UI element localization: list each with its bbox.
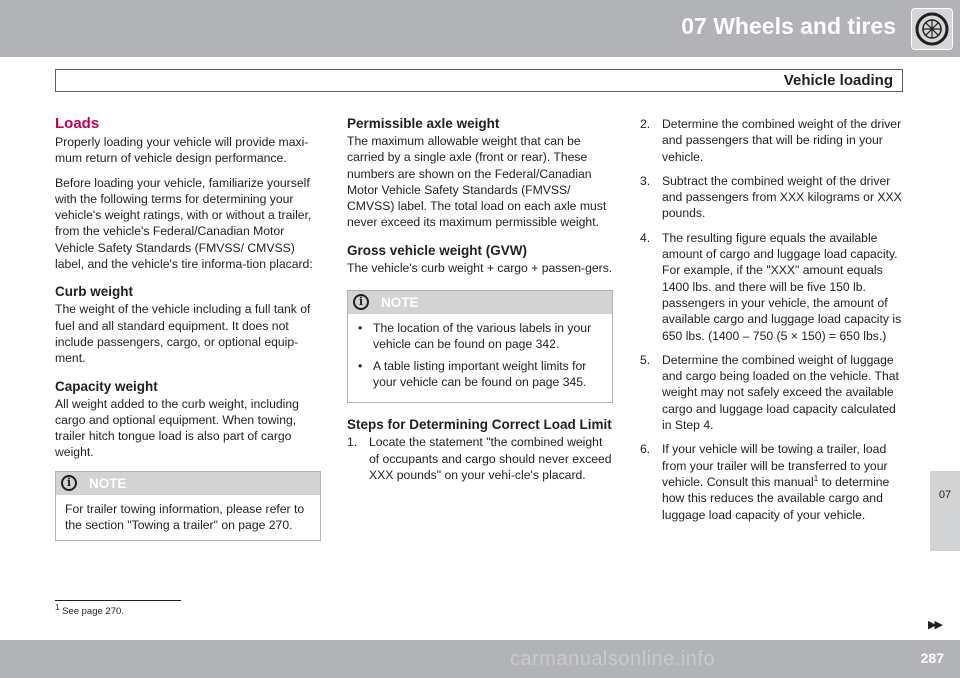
info-icon: i bbox=[353, 294, 369, 310]
section-bar bbox=[55, 69, 903, 92]
steps-list-continued bbox=[640, 116, 908, 523]
note-box-labels bbox=[347, 290, 613, 403]
gvw-text: The vehicle's curb weight + cargo + passen-gers. bbox=[347, 260, 613, 275]
list-item bbox=[640, 352, 908, 433]
loads-heading: Loads bbox=[55, 115, 100, 132]
note-header bbox=[348, 291, 612, 314]
note-header bbox=[56, 472, 320, 495]
step-number: 1. bbox=[347, 435, 358, 450]
note-body bbox=[348, 314, 612, 402]
note-box-towing bbox=[55, 471, 321, 542]
step-text: The resulting figure equals the available amount of cargo and luggage load capacity. For example, if the "XXX" amount equals 1400 lbs. and there will be five 150 lb. passengers in your vehicle, the amount of available cargo and luggage load capacity is 650 lbs. (1400 – 750 (5 × 150) = 650 lbs.) bbox=[662, 230, 902, 343]
watermark: carmanualsonline.info bbox=[510, 648, 716, 670]
note-bullet-list bbox=[357, 320, 603, 390]
curb-weight-text: The weight of the vehicle including a full tank of fuel and all standard equipment. It does not include passengers, cargo, or optional equip-ment. bbox=[55, 302, 311, 366]
gvw-heading: Gross vehicle weight (GVW) bbox=[347, 242, 528, 258]
bullet-glyph: • bbox=[358, 321, 363, 336]
side-tab-label: 07 bbox=[938, 489, 952, 501]
step-number: 3. bbox=[640, 173, 651, 188]
page-number: 287 bbox=[920, 650, 944, 666]
step-text-part-2: to determine how this reduces the available cargo and luggage load capacity of your vehicle. bbox=[662, 474, 890, 522]
list-item bbox=[640, 116, 908, 165]
note-text: For trailer towing information, please refer to the section "Towing a trailer" on page 270. bbox=[65, 501, 305, 533]
column-1 bbox=[55, 116, 321, 553]
step-text: Determine the combined weight of the driver and passengers that will be riding in your vehicle. bbox=[662, 117, 902, 164]
footnote-divider bbox=[55, 600, 181, 601]
steps-list-start bbox=[347, 434, 613, 483]
footnote bbox=[55, 602, 124, 617]
step-text: Subtract the combined weight of the driver and passengers from XXX kilograms or XXX pounds. bbox=[662, 173, 902, 221]
bullet-text: The location of the various labels in your vehicle can be found on page 342. bbox=[373, 321, 592, 352]
curb-weight-heading: Curb weight bbox=[55, 284, 133, 300]
bullet-text: A table listing important weight limits for your vehicle can be found on page 345. bbox=[373, 358, 587, 389]
axle-weight-heading: Permissible axle weight bbox=[347, 116, 500, 131]
step-text: Determine the combined weight of luggage and cargo being loaded on the vehicle. That weight may not safely exceed the available cargo and luggage load capacity calculated in Step 4. bbox=[662, 352, 899, 433]
list-item bbox=[357, 358, 603, 391]
list-item bbox=[640, 230, 908, 344]
next-page-arrows-icon: ▶▶ bbox=[928, 619, 941, 631]
list-item bbox=[357, 320, 603, 353]
wheel-icon bbox=[911, 8, 953, 50]
step-number: 6. bbox=[640, 442, 651, 457]
note-label: NOTE bbox=[89, 475, 127, 491]
step-number: 5. bbox=[640, 352, 651, 367]
capacity-weight-heading: Capacity weight bbox=[55, 378, 158, 394]
footer-bar bbox=[0, 640, 960, 678]
header-bar bbox=[0, 0, 960, 57]
chapter-title: 07 Wheels and tires bbox=[681, 13, 896, 39]
loads-paragraph-2: Before loading your vehicle, familiarize yourself with the following terms for determining your vehicle's weight ratings, with or without a trailer, from the vehicle's Federal/Canadian Motor Vehicle Safety Standards (FMVSS/ CMVSS) label, and the vehicle's tire informa-tion placard: bbox=[55, 175, 313, 272]
note-label: NOTE bbox=[381, 295, 419, 311]
step-number: 4. bbox=[640, 230, 651, 245]
capacity-weight-text: All weight added to the curb weight, including cargo and optional equipment. When towing, trailer hitch tongue load is also part of cargo weight. bbox=[55, 396, 299, 460]
step-number: 2. bbox=[640, 117, 651, 131]
steps-heading: Steps for Determining Correct Load Limit bbox=[347, 417, 612, 433]
loads-paragraph-1: Properly loading your vehicle will provide maxi-mum return of vehicle design performance. bbox=[55, 135, 309, 166]
column-2 bbox=[347, 116, 613, 491]
step-text-part-1: If your vehicle will be towing a trailer, load from your trailer will be transferred to your vehicle. Consult this manual bbox=[662, 442, 888, 489]
column-3 bbox=[640, 116, 908, 531]
axle-weight-text: The maximum allowable weight that can be carried by a single axle (front or rear). These numbers are shown on the Federal/Canadian Motor Vehicle Safety Standards (FMVSS/ CMVSS) label. The total load on each axle must never exceed its maximum permissible weight. bbox=[347, 134, 607, 230]
list-item bbox=[347, 434, 613, 483]
step-text: Locate the statement "the combined weight of occupants and cargo should never exceed XXX pounds" on your vehi-cle's placard. bbox=[369, 435, 612, 482]
list-item bbox=[640, 441, 908, 522]
bullet-glyph: • bbox=[358, 358, 363, 373]
footnote-reference: 1 bbox=[813, 473, 819, 483]
footnote-marker: 1 bbox=[55, 602, 60, 612]
list-item bbox=[640, 173, 908, 222]
section-title: Vehicle loading bbox=[783, 72, 893, 89]
footnote-text: See page 270. bbox=[62, 606, 124, 617]
info-icon: i bbox=[61, 475, 77, 491]
chapter-side-tab bbox=[930, 470, 960, 551]
